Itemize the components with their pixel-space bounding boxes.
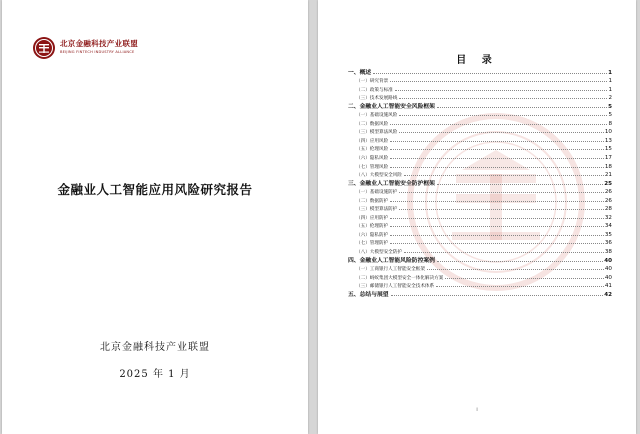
toc-entry-page: 10 bbox=[604, 129, 612, 136]
toc-dot-leader bbox=[390, 243, 604, 244]
toc-entry-title: （七）管理防护 bbox=[356, 241, 389, 247]
toc-section-entry[interactable] bbox=[348, 204, 612, 213]
toc-dot-leader bbox=[399, 98, 607, 99]
toc-dot-leader bbox=[391, 295, 604, 296]
toc-dot-leader bbox=[390, 201, 604, 202]
toc-entry-page: 25 bbox=[604, 180, 612, 187]
toc-entry-title: （一）基础设施风险 bbox=[356, 113, 398, 119]
toc-dot-leader bbox=[399, 209, 604, 210]
toc-dot-leader bbox=[445, 278, 604, 279]
cover-page bbox=[2, 0, 308, 434]
toc-section-entry[interactable] bbox=[348, 221, 612, 230]
toc-dot-leader bbox=[373, 73, 607, 74]
toc-entry-page: 5 bbox=[608, 112, 612, 119]
toc-chapter-entry[interactable] bbox=[348, 67, 612, 76]
toc-entry-page: 41 bbox=[604, 283, 612, 290]
toc-section-entry[interactable] bbox=[348, 272, 612, 281]
toc-entry-page: 32 bbox=[604, 214, 612, 221]
toc-entry-page: 34 bbox=[604, 223, 612, 230]
toc-entry-title: （六）隐私风险 bbox=[356, 156, 389, 162]
page-number: I bbox=[476, 408, 478, 413]
toc-entry-page: 2 bbox=[608, 95, 612, 102]
toc-dot-leader bbox=[399, 115, 607, 116]
toc-chapter-entry[interactable] bbox=[348, 289, 612, 298]
toc-chapter-entry[interactable] bbox=[348, 101, 612, 110]
toc-entry-title: 三、金融业人工智能安全防护框架 bbox=[348, 180, 435, 187]
toc-dot-leader bbox=[399, 192, 604, 193]
toc-dot-leader bbox=[390, 235, 604, 236]
toc-dot-leader bbox=[390, 124, 607, 125]
toc-heading: 目 录 bbox=[456, 55, 498, 66]
toc-section-entry[interactable] bbox=[348, 238, 612, 247]
toc-entry-page: 15 bbox=[604, 146, 612, 153]
toc-entry-title: （一）研究背景 bbox=[356, 79, 389, 85]
toc-dot-leader bbox=[390, 141, 604, 142]
toc-section-entry[interactable] bbox=[348, 264, 612, 273]
toc-entry-title: （六）隐私防护 bbox=[356, 232, 389, 238]
toc-entry-page: 40 bbox=[604, 257, 612, 264]
toc-section-entry[interactable] bbox=[348, 229, 612, 238]
toc-dot-leader bbox=[404, 252, 604, 253]
toc-dot-leader bbox=[390, 158, 604, 159]
toc-entry-title: （一）基础设施防护 bbox=[356, 190, 398, 196]
toc-entry-title: （八）大模型安全防护 bbox=[356, 250, 402, 256]
toc-entry-title: （三）邮储银行人工智能安全技术体系 bbox=[356, 284, 435, 290]
toc-entry-page: 38 bbox=[604, 249, 612, 256]
toc-entry-page: 42 bbox=[604, 291, 612, 298]
toc-entry-title: 二、金融业人工智能安全风险框架 bbox=[348, 103, 435, 110]
toc-page bbox=[318, 0, 636, 434]
toc-dot-leader bbox=[390, 149, 604, 150]
toc-section-entry[interactable] bbox=[348, 118, 612, 127]
toc-entry-page: 17 bbox=[604, 155, 612, 162]
toc-section-entry[interactable] bbox=[348, 195, 612, 204]
report-title: 金融业人工智能应用风险研究报告 bbox=[57, 182, 253, 197]
toc-entry-title: 四、金融业人工智能风险防控案例 bbox=[348, 257, 435, 264]
toc-section-entry[interactable] bbox=[348, 110, 612, 119]
toc-entry-page: 1 bbox=[608, 78, 612, 85]
toc-entry-title: （三）技术发展路线 bbox=[356, 96, 398, 102]
toc-entry-title: （五）伦理风险 bbox=[356, 147, 389, 153]
toc-section-entry[interactable] bbox=[348, 127, 612, 136]
toc-entry-title: （二）政策与标准 bbox=[356, 87, 393, 93]
toc-entry-title: （四）应用风险 bbox=[356, 138, 389, 144]
toc-entry-page: 13 bbox=[604, 137, 612, 144]
logo-name-cn: 北京金融科技产业联盟 bbox=[60, 39, 138, 48]
toc-entry-title: （五）伦理防护 bbox=[356, 224, 389, 230]
toc-entry-page: 8 bbox=[608, 120, 612, 127]
toc-entry-page: 21 bbox=[604, 172, 612, 179]
toc-entry-title: 一、概述 bbox=[348, 69, 372, 76]
toc-entry-page: 35 bbox=[604, 231, 612, 238]
toc-entry-page: 36 bbox=[604, 240, 612, 247]
toc-entry-title: 五、总结与展望 bbox=[348, 291, 389, 298]
publishing-organization: 北京金融科技产业联盟 bbox=[100, 342, 210, 353]
toc-entry-title: （八）大模型安全风险 bbox=[356, 173, 402, 179]
toc-entry-title: （三）模型算法风险 bbox=[356, 130, 398, 136]
toc-dot-leader bbox=[395, 90, 608, 91]
toc-section-entry[interactable] bbox=[348, 84, 612, 93]
toc-dot-leader bbox=[404, 175, 604, 176]
toc-chapter-entry[interactable] bbox=[348, 255, 612, 264]
toc-section-entry[interactable] bbox=[348, 161, 612, 170]
toc-entry-page: 1 bbox=[608, 86, 612, 93]
toc-dot-leader bbox=[427, 269, 604, 270]
toc-dot-leader bbox=[437, 184, 603, 185]
toc-entry-page: 18 bbox=[604, 163, 612, 170]
toc-dot-leader bbox=[390, 218, 604, 219]
toc-section-entry[interactable] bbox=[348, 152, 612, 161]
toc-entry-page: 5 bbox=[608, 103, 612, 110]
logo-name-en: BEIJING FINTECH INDUSTRY ALLIANCE bbox=[60, 50, 135, 54]
alliance-emblem-icon bbox=[32, 36, 56, 60]
publication-date: 2025 年 1 月 bbox=[119, 369, 191, 380]
toc-dot-leader bbox=[437, 261, 603, 262]
toc-entry-page: 26 bbox=[604, 189, 612, 196]
toc-chapter-entry[interactable] bbox=[348, 178, 612, 187]
toc-section-entry[interactable] bbox=[348, 212, 612, 221]
toc-entry-page: 1 bbox=[608, 69, 612, 76]
toc-entry-title: （二）数据防护 bbox=[356, 198, 389, 204]
toc-entry-title: （一）工商银行人工智能安全框架 bbox=[356, 267, 425, 273]
toc-entry-page: 40 bbox=[604, 274, 612, 281]
toc-dot-leader bbox=[390, 167, 604, 168]
toc-entry-page: 40 bbox=[604, 266, 612, 273]
toc-section-entry[interactable] bbox=[348, 144, 612, 153]
toc-dot-leader bbox=[436, 286, 604, 287]
toc-section-entry[interactable] bbox=[348, 135, 612, 144]
toc-dot-leader bbox=[437, 107, 607, 108]
toc-entry-title: （三）模型算法防护 bbox=[356, 207, 398, 213]
toc-section-entry[interactable] bbox=[348, 76, 612, 85]
toc-dot-leader bbox=[399, 132, 604, 133]
alliance-logo bbox=[32, 36, 142, 60]
toc-section-entry[interactable] bbox=[348, 187, 612, 196]
toc-entry-title: （二）蚂蚁集团大模型安全一体化解决方案 bbox=[356, 275, 444, 281]
toc-dot-leader bbox=[390, 81, 607, 82]
toc-entry-title: （四）应用防护 bbox=[356, 215, 389, 221]
toc-entry-page: 26 bbox=[604, 197, 612, 204]
toc-entry-page: 28 bbox=[604, 206, 612, 213]
toc-list bbox=[348, 67, 612, 298]
toc-entry-title: （七）管理风险 bbox=[356, 164, 389, 170]
toc-entry-title: （二）数据风险 bbox=[356, 121, 389, 127]
toc-dot-leader bbox=[390, 226, 604, 227]
